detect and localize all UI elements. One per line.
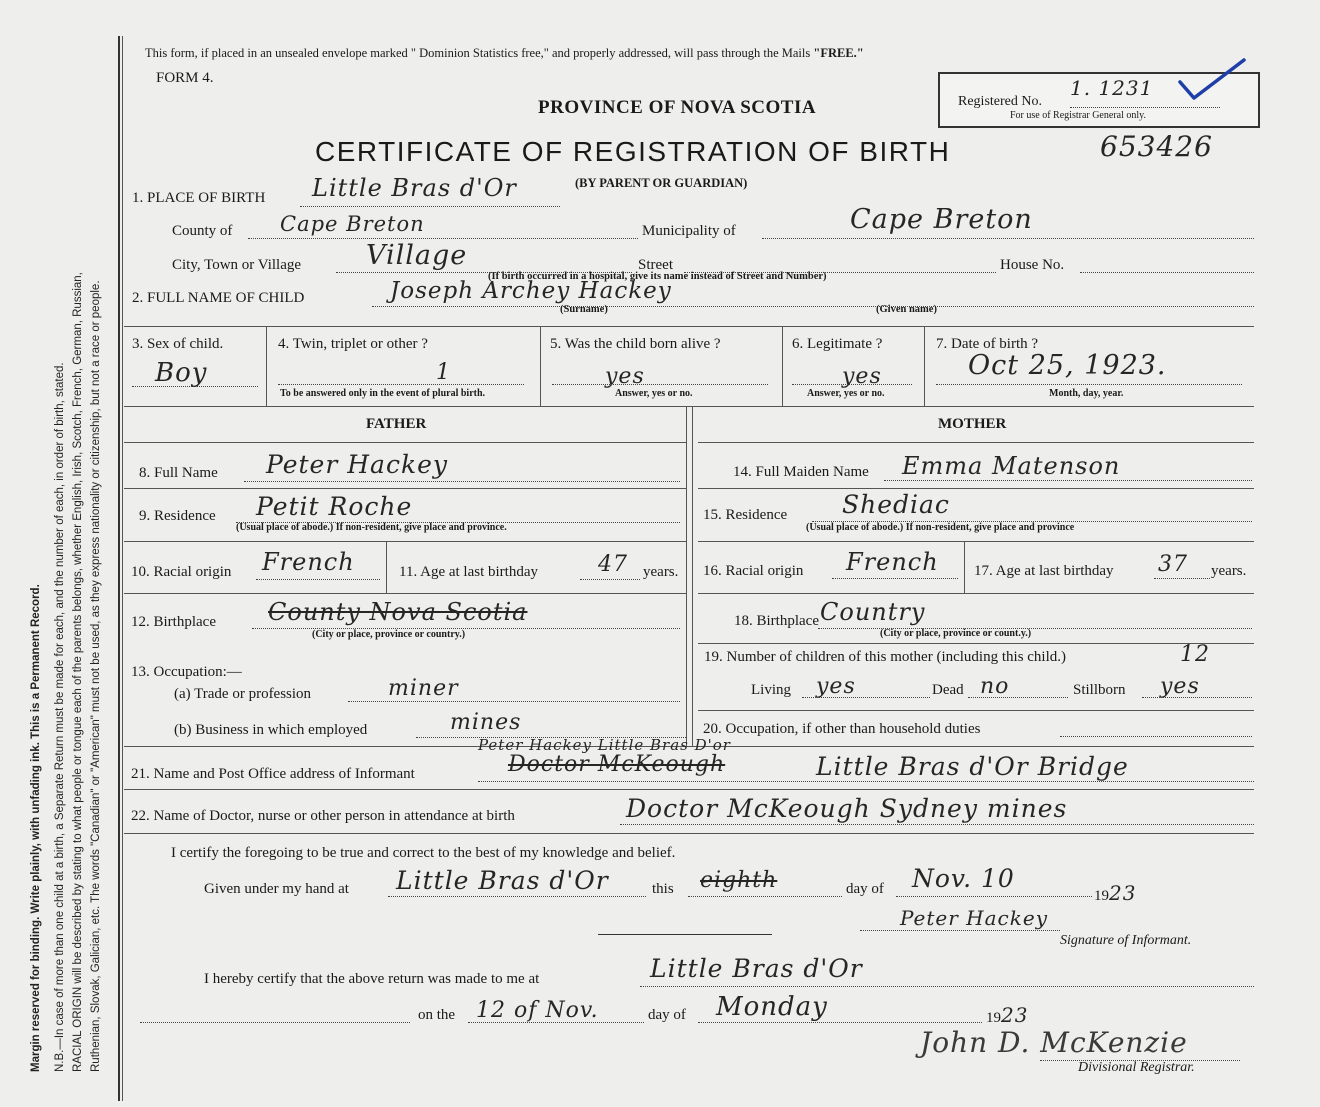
house-number-label: House No. <box>1000 257 1065 273</box>
margin-note-4: Ruthenian, Slovak, Galician, etc. The words "Canadian" or "American" must not be used, as they express nationality or citizenship, but not a race or people. <box>90 280 102 1072</box>
father-age-unit: years. <box>643 564 679 580</box>
registrar-year-value: 23 <box>1001 1003 1029 1027</box>
father-name-label: 8. Full Name <box>139 465 218 481</box>
registrar-day-of-label: day of <box>648 1007 686 1023</box>
registrar-place-value: Little Bras d'Or <box>650 954 863 983</box>
margin-rule-inner <box>122 36 123 1101</box>
place-of-birth-label: 1. PLACE OF BIRTH <box>132 190 266 206</box>
children-count-label: 19. Number of children of this mother (including this child.) <box>704 649 1067 665</box>
day-of-value: Nov. 10 <box>912 864 1015 893</box>
registrar-day-of-value: Monday <box>716 992 828 1022</box>
legitimate-label: 6. Legitimate ? <box>792 336 883 352</box>
margin-note-2: N.B.—In case of more than one child at a birth, a Separate Return must be made for each, and the number of each, in order of birth, stated. <box>54 362 66 1072</box>
father-birthplace-note: (City or place, province or country.) <box>312 629 466 640</box>
stillborn-label: Stillborn <box>1073 682 1126 698</box>
father-heading: FATHER <box>366 416 427 432</box>
certificate-subtitle: (BY PARENT OR GUARDIAN) <box>575 176 748 190</box>
divisional-registrar-caption: Divisional Registrar. <box>1078 1060 1195 1075</box>
given-name-note: (Given name) <box>876 304 937 315</box>
mail-note-free: "FREE." <box>813 46 864 60</box>
informant-struck-value: Doctor McKeough <box>508 752 726 777</box>
alive-note: Answer, yes or no. <box>615 388 693 399</box>
form-number: FORM 4. <box>156 70 214 86</box>
informant-address-value: Little Bras d'Or Bridge <box>816 752 1129 781</box>
year-prefix <box>1094 881 1136 905</box>
margin-note-1: Margin reserved for binding. Write plainly, with unfading ink. This is a Permanent Record. <box>30 584 42 1072</box>
stillborn-value: yes <box>1160 674 1200 699</box>
dead-value: no <box>980 674 1010 699</box>
mother-age-unit: years. <box>1211 563 1247 579</box>
father-age-label: 11. Age at last birthday <box>399 564 538 580</box>
this-label: this <box>652 881 674 897</box>
given-place-value: Little Bras d'Or <box>396 866 609 895</box>
registrar-year-prefix: 19 <box>986 1010 1001 1026</box>
business-value: mines <box>450 710 522 735</box>
checkmark-icon <box>1176 56 1248 104</box>
mother-occupation-label: 20. Occupation, if other than household duties <box>703 721 981 737</box>
legitimate-value: yes <box>842 364 882 389</box>
municipality-label: Municipality of <box>642 223 736 239</box>
father-racial-label: 10. Racial origin <box>131 564 232 580</box>
day-of-label: day of <box>846 881 884 897</box>
father-age-value: 47 <box>598 552 628 577</box>
mother-racial-value: French <box>846 548 939 576</box>
sex-value: Boy <box>155 358 208 388</box>
dob-value: Oct 25, 1923. <box>968 350 1167 381</box>
this-value: eighth <box>700 868 778 893</box>
father-residence-note: (Usual place of abode.) If non-resident, give place and province. <box>236 522 507 533</box>
province-heading: PROVINCE OF NOVA SCOTIA <box>538 97 817 118</box>
father-racial-value: French <box>262 548 355 576</box>
sex-label: 3. Sex of child. <box>132 336 224 352</box>
legitimate-note: Answer, yes or no. <box>807 388 885 399</box>
mother-birthplace-value: Country <box>820 598 926 626</box>
year-value: 23 <box>1109 881 1137 905</box>
mother-residence-label: 15. Residence <box>703 507 788 523</box>
registered-value: 1. 1231 <box>1070 76 1154 100</box>
registrar-year <box>986 1003 1028 1027</box>
on-the-value: 12 of Nov. <box>476 998 599 1023</box>
father-residence-label: 9. Residence <box>139 508 216 524</box>
mother-residence-value: Shediac <box>842 490 950 519</box>
child-name-label: 2. FULL NAME OF CHILD <box>132 290 305 306</box>
county-label: County of <box>172 223 233 239</box>
informant-above-value: Peter Hackey Little Bras D'or <box>478 736 731 754</box>
mother-age-value: 37 <box>1158 552 1188 577</box>
father-occupation-label: 13. Occupation:— <box>131 664 242 680</box>
informant-signature-caption: Signature of Informant. <box>1060 933 1192 948</box>
registrar-signature: John D. McKenzie <box>920 1026 1188 1059</box>
living-value: yes <box>816 674 856 699</box>
father-birthplace-value: County Nova Scotia <box>268 598 528 626</box>
mother-racial-label: 16. Racial origin <box>703 563 804 579</box>
margin-rule <box>118 36 120 1101</box>
mail-note <box>145 46 864 61</box>
twin-label: 4. Twin, triplet or other ? <box>278 336 428 352</box>
certificate-title: CERTIFICATE OF REGISTRATION OF BIRTH <box>315 136 951 167</box>
hospital-note: (If birth occurred in a hospital, give its name instead of Street and Number) <box>488 271 827 282</box>
dob-note: Month, day, year. <box>1049 388 1124 399</box>
attendant-label: 22. Name of Doctor, nurse or other person in attendance at birth <box>131 808 515 824</box>
trade-label: (a) Trade or profession <box>174 686 312 702</box>
mother-birthplace-label: 18. Birthplace <box>734 613 819 629</box>
dead-label: Dead <box>932 682 964 698</box>
mother-name-value: Emma Matenson <box>902 452 1121 480</box>
surname-note: (Surname) <box>560 304 608 315</box>
mother-birthplace-note: (City or place, province or count.y.) <box>880 628 1032 639</box>
mother-residence-note: (Usual place of abode.) If non-resident, give place and province <box>806 522 1075 533</box>
city-label: City, Town or Village <box>172 257 302 273</box>
on-the-label: on the <box>418 1007 456 1023</box>
certify-text: I certify the foregoing to be true and correct to the best of my knowledge and belief. <box>171 845 676 861</box>
alive-label: 5. Was the child born alive ? <box>550 336 721 352</box>
business-label: (b) Business in which employed <box>174 722 368 738</box>
place-of-birth-value: Little Bras d'Or <box>312 174 517 202</box>
mother-heading: MOTHER <box>938 416 1007 432</box>
dob-label: 7. Date of birth ? <box>936 336 1039 352</box>
registrar-certify-text: I hereby certify that the above return was made to me at <box>204 971 540 987</box>
county-value: Cape Breton <box>280 212 425 236</box>
mother-age-label: 17. Age at last birthday <box>974 563 1114 579</box>
trade-value: miner <box>388 676 459 701</box>
father-birthplace-label: 12. Birthplace <box>131 614 216 630</box>
street-label: Street <box>638 257 673 273</box>
margin-note-3: RACIAL ORIGIN will be described by stating to what people or tongue each of the parents belongs, whether English, Irish, Scotch, French, German, Russian, <box>72 272 84 1072</box>
twin-note: To be answered only in the event of plural birth. <box>280 388 486 399</box>
year-prefix-text: 19 <box>1094 888 1109 904</box>
registrar-note: For use of Registrar General only. <box>1010 110 1146 121</box>
attendant-value: Doctor McKeough Sydney mines <box>626 794 1068 823</box>
informant-label: 21. Name and Post Office address of Informant <box>131 766 415 782</box>
father-name-value: Peter Hackey <box>266 450 449 479</box>
twin-value: 1 <box>436 360 451 385</box>
father-residence-value: Petit Roche <box>256 492 413 521</box>
city-value: Village <box>366 240 468 271</box>
mother-name-label: 14. Full Maiden Name <box>733 464 869 480</box>
informant-signature: Peter Hackey <box>900 906 1049 930</box>
registered-label: Registered No. <box>958 94 1042 109</box>
mail-note-text: This form, if placed in an unsealed envelope marked " Dominion Statistics free," and properly addressed, will pass through the Mails <box>145 46 814 60</box>
child-name-value: Joseph Archey Hackey <box>390 278 672 304</box>
given-under-label: Given under my hand at <box>204 881 349 897</box>
certificate-number: 653426 <box>1100 130 1213 163</box>
municipality-value: Cape Breton <box>850 204 1033 235</box>
living-label: Living <box>751 682 791 698</box>
alive-value: yes <box>605 364 645 389</box>
children-count-value: 12 <box>1180 642 1210 667</box>
